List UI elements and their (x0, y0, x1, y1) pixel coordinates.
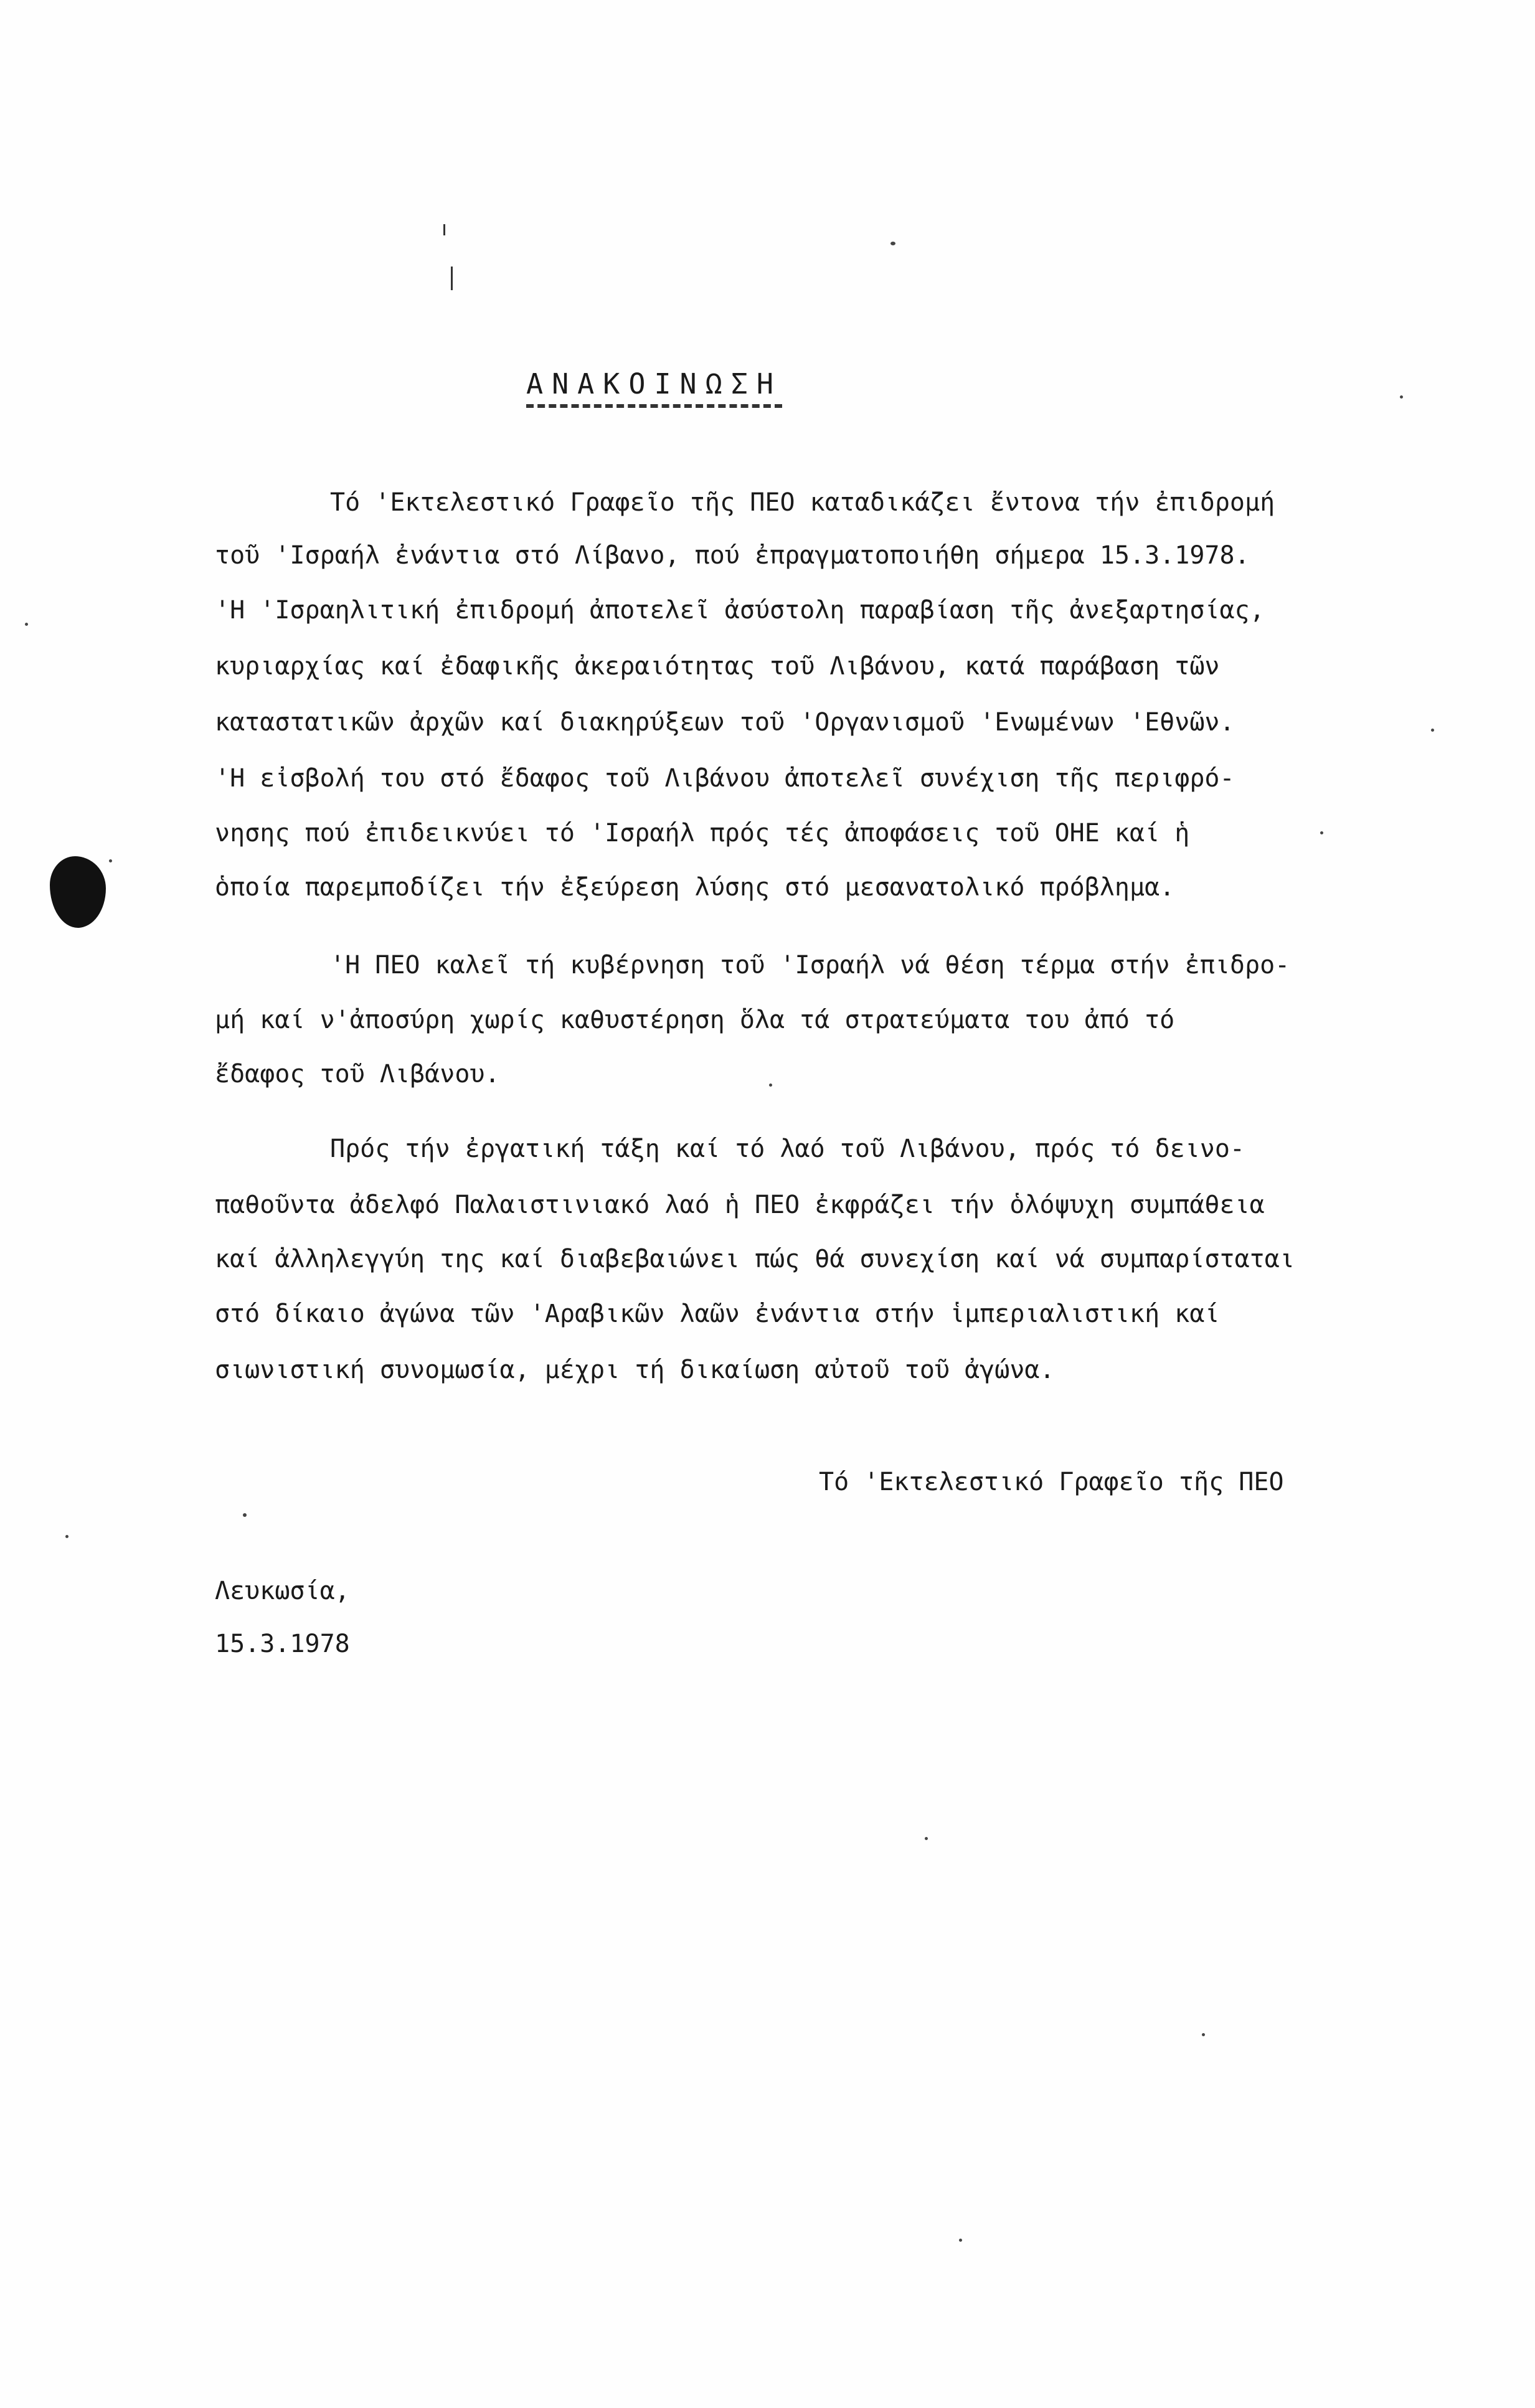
scan-speck (1202, 2033, 1205, 2036)
scan-speck (109, 859, 112, 862)
scan-speck (1400, 395, 1403, 399)
paragraph-3-line: παθοῦντα ἀδελφό Παλαιστινιακό λαό ἡ ΠΕΟ ἐκφράζει τήν ὁλόψυχη συμπάθεια (215, 1191, 1265, 1219)
paragraph-3-line: Πρός τήν ἐργατική τάξη καί τό λαό τοῦ Λιβάνου, πρός τό δεινο- (330, 1135, 1245, 1163)
scan-speck (925, 1837, 928, 1840)
scan-speck (1431, 729, 1434, 732)
paragraph-1-line: ὁποία παρεμποδίζει τήν ἐξεύρεση λύσης στό μεσανατολικό πρόβλημα. (215, 873, 1175, 902)
paragraph-2-line: 'Η ΠΕΟ καλεῖ τή κυβέρνηση τοῦ 'Ισραήλ νά θέση τέρμα στήν ἐπιδρο- (330, 951, 1290, 980)
paragraph-1-line: κυριαρχίας καί ἐδαφικῆς ἀκεραιότητας τοῦ Λιβάνου, κατά παράβαση τῶν (215, 652, 1220, 681)
scan-speck (769, 1084, 772, 1087)
paragraph-1-line: Τό 'Εκτελεστικό Γραφεῖο τῆς ΠΕΟ καταδικάζει ἔντονα τήν ἐπιδρομή (330, 488, 1275, 517)
place: Λευκωσία, (215, 1577, 350, 1605)
scan-speck (1320, 831, 1323, 834)
paragraph-1-line: νησης πού ἐπιδεικνύει τό 'Ισραήλ πρός τές ἀποφάσεις τοῦ ΟΗΕ καί ἡ (215, 819, 1190, 848)
scan-speck (959, 2239, 962, 2242)
scan-speck (243, 1513, 247, 1517)
scan-mark (443, 224, 445, 235)
paragraph-1-line: καταστατικῶν ἀρχῶν καί διακηρύξεων τοῦ 'Οργανισμοῦ 'Ενωμένων 'Εθνῶν. (215, 708, 1235, 737)
scan-speck (65, 1535, 68, 1538)
scan-speck (890, 242, 895, 245)
paragraph-3-line: στό δίκαιο ἀγώνα τῶν 'Αραβικῶν λαῶν ἐνάντια στήν ἱμπεριαλιστική καί (215, 1300, 1220, 1328)
paragraph-2-line: ἔδαφος τοῦ Λιβάνου. (215, 1060, 500, 1088)
scan-speck (25, 623, 28, 626)
paragraph-1-line: τοῦ 'Ισραήλ ἐνάντια στό Λίβανο, πού ἐπραγματοποιήθη σήμερα 15.3.1978. (215, 541, 1250, 570)
paragraph-3-line: σιωνιστική συνομωσία, μέχρι τή δικαίωση αὐτοῦ τοῦ ἀγώνα. (215, 1356, 1055, 1384)
date: 15.3.1978 (215, 1630, 350, 1658)
scan-mark (451, 267, 453, 290)
paragraph-1-line: 'Η εἰσβολή του στό ἔδαφος τοῦ Λιβάνου ἀποτελεῖ συνέχιση τῆς περιφρό- (215, 764, 1235, 793)
ink-blot (50, 856, 106, 928)
signature: Τό 'Εκτελεστικό Γραφεῖο τῆς ΠΕΟ (819, 1468, 1284, 1496)
paragraph-2-line: μή καί ν'ἀποσύρη χωρίς καθυστέρηση ὅλα τά στρατεύματα του ἀπό τό (215, 1006, 1175, 1034)
paragraph-3-line: καί ἀλληλεγγύη της καί διαβεβαιώνει πώς θά συνεχίση καί νά συμπαρίσταται (215, 1245, 1295, 1273)
paragraph-1-line: 'Η 'Ισραηλιτική ἐπιδρομή ἀποτελεῖ ἀσύστολη παραβίαση τῆς ἀνεξαρτησίας, (215, 596, 1265, 625)
document-title: ΑΝΑΚΟΙΝΩΣΗ (526, 367, 782, 408)
